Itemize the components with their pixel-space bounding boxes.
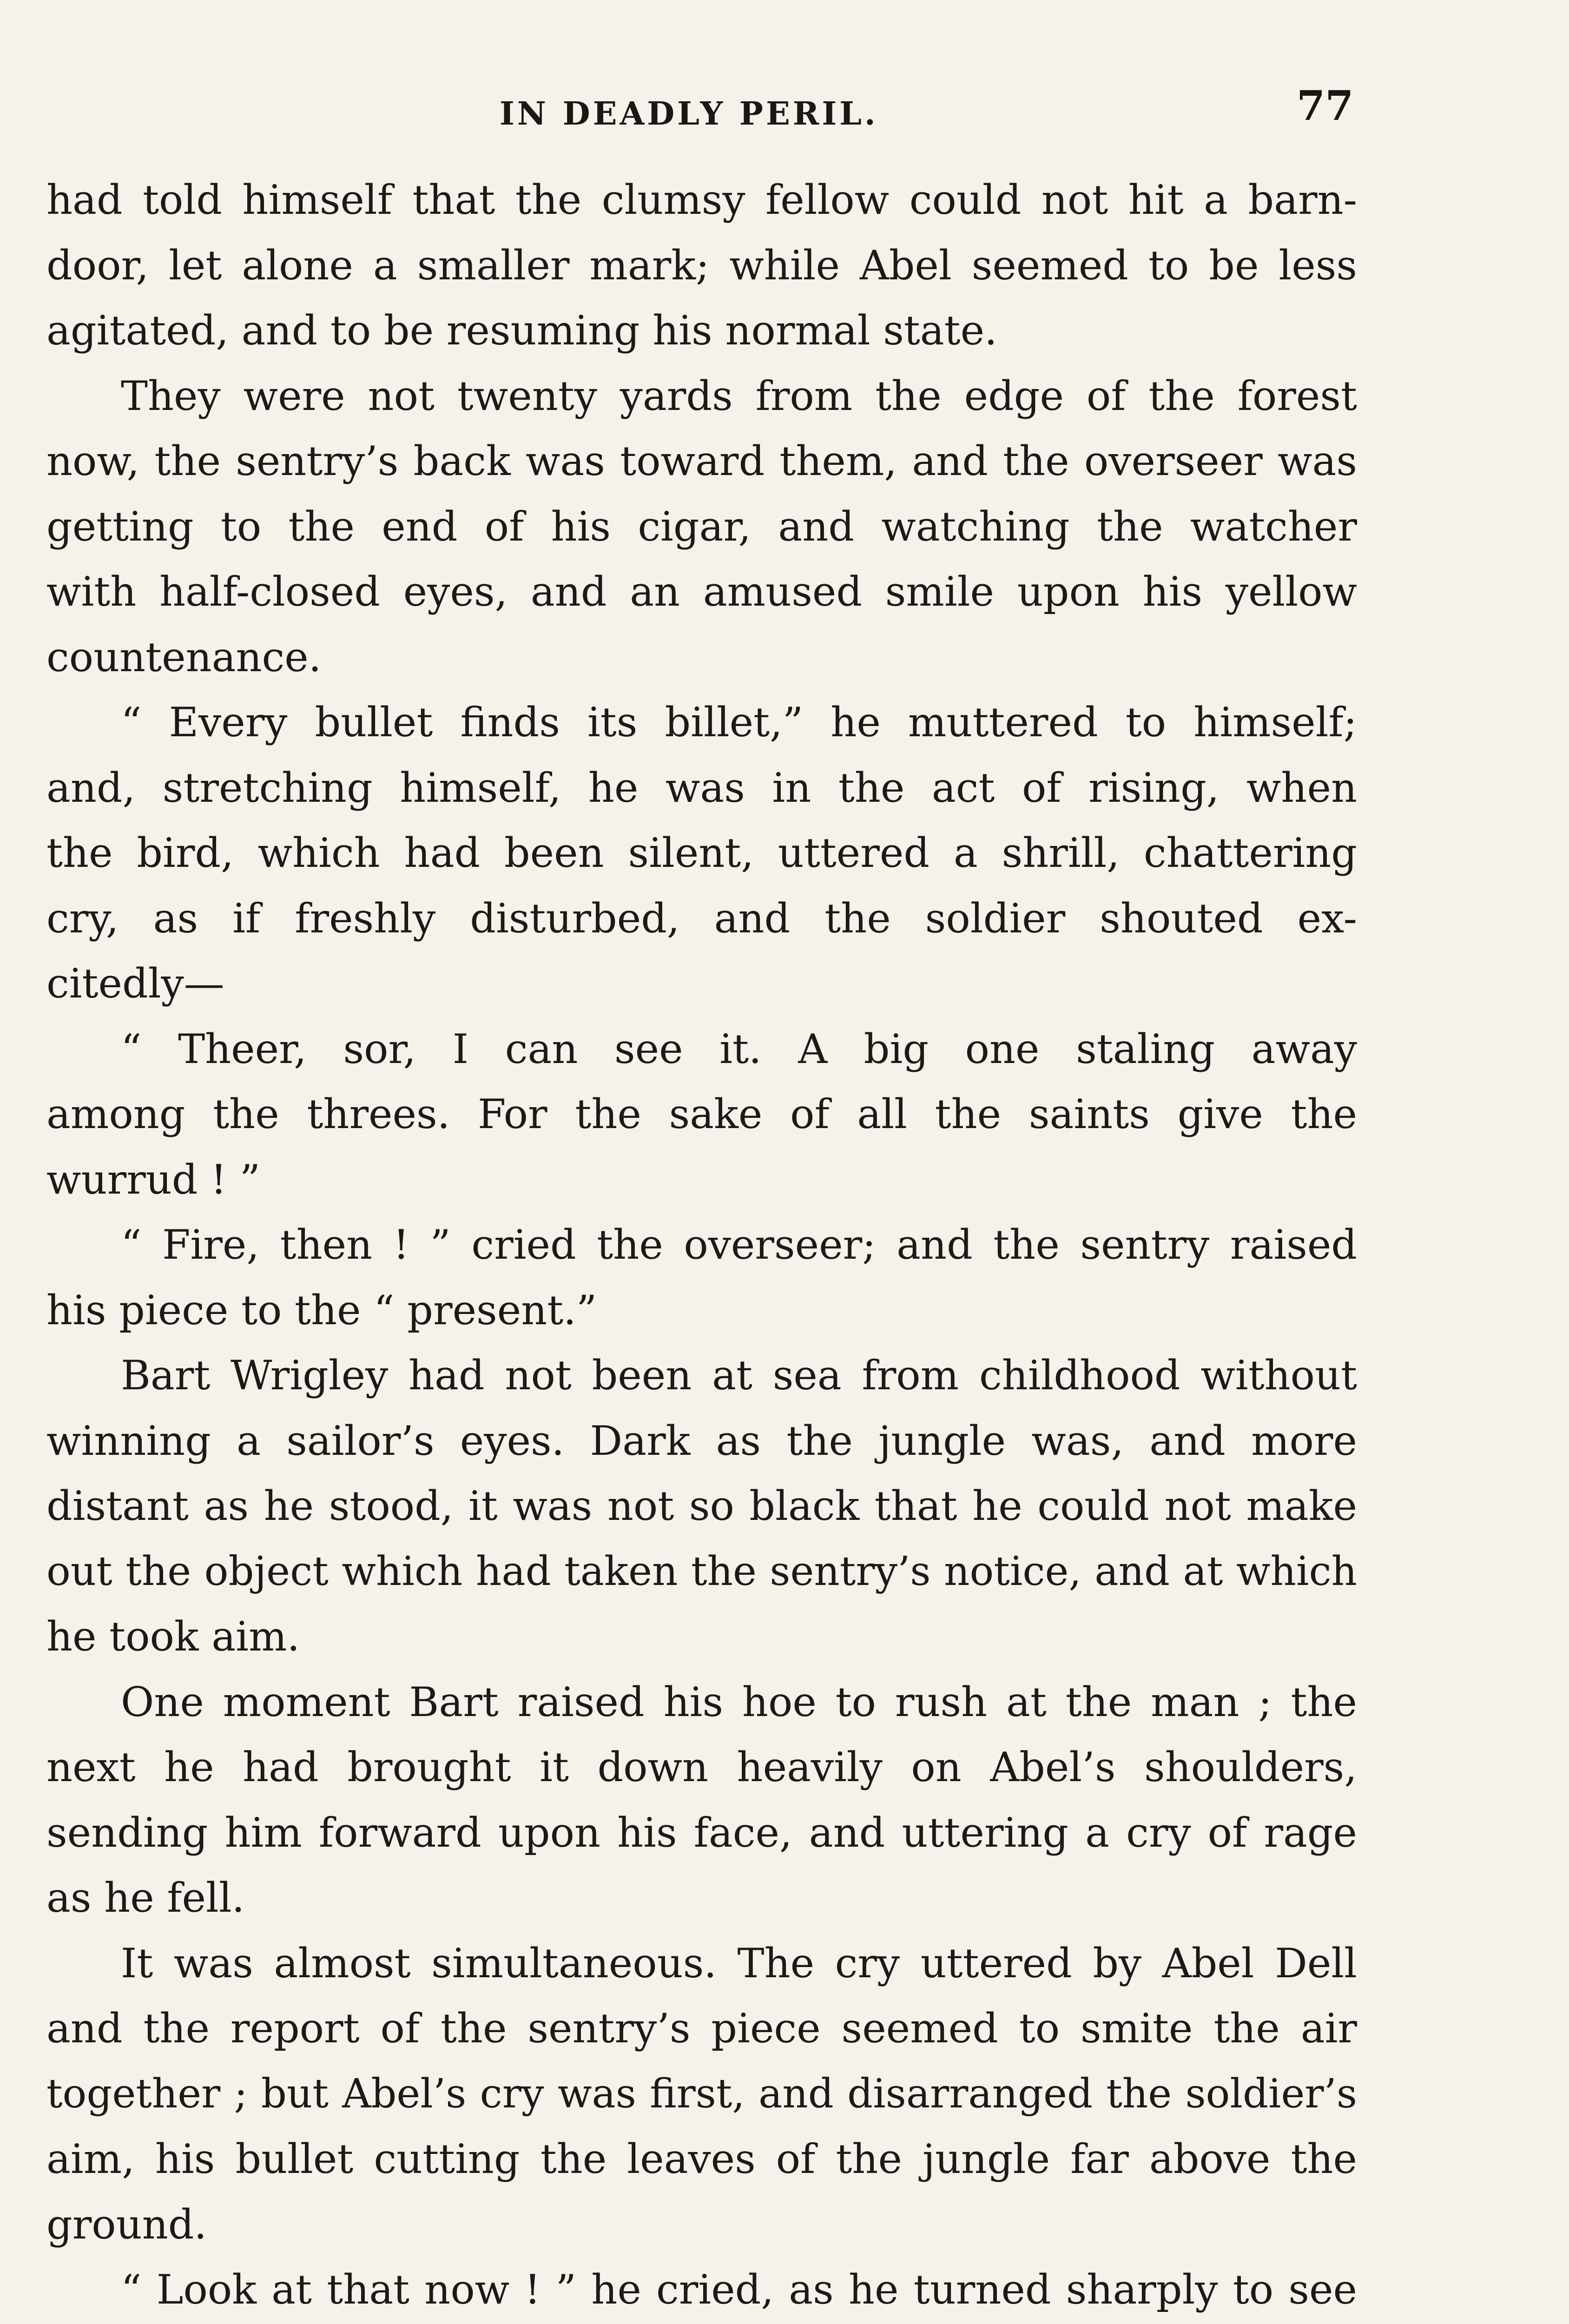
text-line: “ Theer, sor, I can see it. A big one staling away <box>121 1025 1357 1073</box>
text-line: One moment Bart raised his hoe to rush at the man ; the <box>121 1678 1357 1726</box>
text-line: now, the sentry’s back was toward them, and the overseer was <box>46 437 1357 485</box>
text-line: had told himself that the clumsy fellow could not hit a barn- <box>46 176 1357 224</box>
text-line: he took aim. <box>46 1613 300 1660</box>
text-line: agitated, and to be resuming his normal state. <box>46 307 997 354</box>
text-line: “ Fire, then ! ” cried the overseer; and the sentry raised <box>121 1221 1357 1268</box>
text-line: “ Every bullet finds its billet,” he muttered to himself; <box>121 699 1357 746</box>
paragraph <box>46 363 1357 690</box>
page-number: 77 <box>1297 81 1354 130</box>
paragraph <box>46 1931 1357 2258</box>
text-line: together ; but Abel’s cry was first, and disarranged the soldier’s <box>46 2070 1357 2117</box>
text-line: and, stretching himself, he was in the act of rising, when <box>46 764 1357 812</box>
paragraph <box>46 1017 1357 1213</box>
text-line: and the report of the sentry’s piece seemed to smite the air <box>46 2005 1357 2052</box>
text-line: distant as he stood, it was not so black that he could not make <box>46 1482 1357 1530</box>
paragraph <box>46 1343 1357 1670</box>
text-line: cry, as if freshly disturbed, and the soldier shouted ex- <box>46 894 1357 942</box>
text-line: They were not twenty yards from the edge of the forest <box>121 372 1357 420</box>
paragraph <box>46 690 1357 1017</box>
text-line: his piece to the “ present.” <box>46 1286 597 1334</box>
paragraph <box>46 1670 1357 1931</box>
body-text <box>46 167 1357 2323</box>
text-line: ground. <box>46 2200 207 2248</box>
running-head: IN DEADLY PERIL. <box>500 95 878 132</box>
text-line: “ Look at that now ! ” he cried, as he turned sharply to see <box>121 2266 1357 2313</box>
text-line: It was almost simultaneous. The cry uttered by Abel Dell <box>121 1939 1357 1987</box>
text-line: door, let alone a smaller mark; while Abel seemed to be less <box>46 241 1357 289</box>
text-line: sending him forward upon his face, and uttering a cry of rage <box>46 1809 1357 1856</box>
text-line: among the threes. For the sake of all the saints give the <box>46 1090 1357 1138</box>
text-line: out the object which had taken the sentry’s notice, and at which <box>46 1548 1357 1595</box>
text-line: with half-closed eyes, and an amused smile upon his yellow <box>46 568 1357 615</box>
text-line: next he had brought it down heavily on Abel’s shoulders, <box>46 1743 1357 1791</box>
text-line: the bird, which had been silent, uttered a shrill, chattering <box>46 829 1357 877</box>
paragraph <box>46 1212 1357 1343</box>
text-line: as he fell. <box>46 1874 245 1921</box>
text-line: wurrud ! ” <box>46 1155 261 1203</box>
paragraph <box>46 2257 1357 2323</box>
paragraph <box>46 167 1357 363</box>
text-line: aim, his bullet cutting the leaves of the jungle far above the <box>46 2135 1357 2183</box>
text-line: countenance. <box>46 633 322 681</box>
text-line: Bart Wrigley had not been at sea from childhood without <box>121 1352 1357 1399</box>
text-line: citedly— <box>46 960 224 1007</box>
text-line: winning a sailor’s eyes. Dark as the jungle was, and more <box>46 1417 1357 1465</box>
text-line: getting to the end of his cigar, and watching the watcher <box>46 502 1357 550</box>
